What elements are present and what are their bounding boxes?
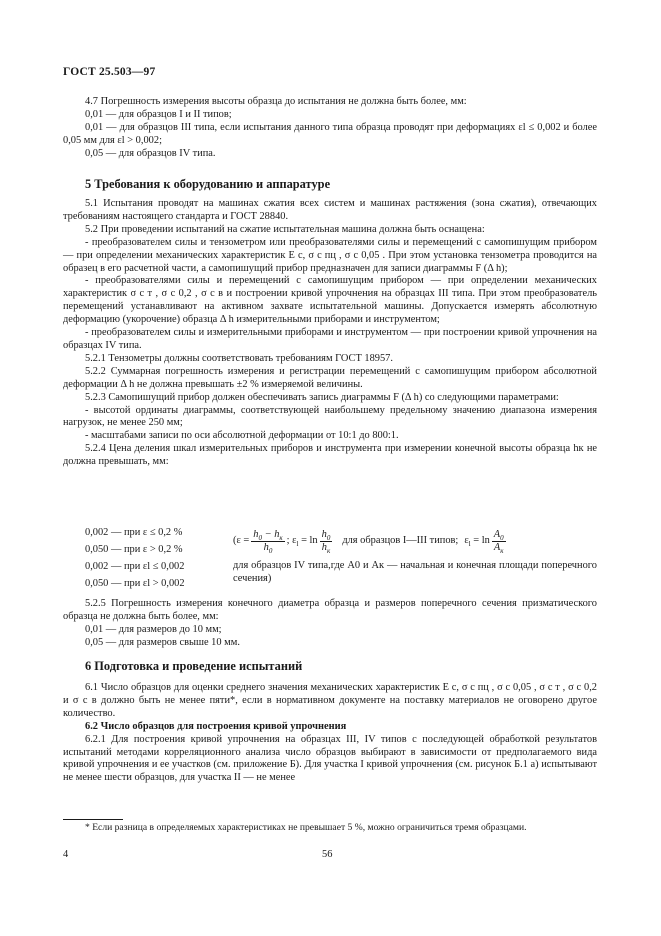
tol-item: 0,050 — при εl > 0,002 (85, 578, 185, 589)
section-6-title: 6 Подготовка и проведение испытаний (85, 659, 303, 673)
para-6-2-1: 6.2.1 Для построения кривой упрочнения на образцах III, IV типов с последующей обработкой результатов испытаний методами корреляционного анализа число образцов выбирают в зависимости от предполагаемого вида кривой упрочнения и ее участков (см. приложение Б). Для участка I кривой упрочнения (см. рисунок Б.1 а) испытывают не менее шести образцов, для участка II — не менее (63, 733, 597, 784)
para-5-2-5: 5.2.5 Погрешность измерения конечного диаметра образца и размеров поперечного сечения призматического образца не должна быть более, мм: (63, 598, 597, 622)
para-4-7: 4.7 Погрешность измерения высоты образца до испытания не должна быть более, мм: (85, 96, 467, 107)
tol-line: 0,05 — для образцов IV типа. (85, 147, 216, 159)
dash-item: - преобразователем силы и измерительными приборами и инструментом — при построении кривой упрочнения на образцах IV типа. (63, 327, 597, 351)
tol-item: 0,002 — при ε ≤ 0,2 % (85, 527, 183, 538)
section-4-7 (63, 96, 597, 161)
tol-line: 0,05 — для размеров свыше 10 мм. (85, 636, 240, 648)
footnote-divider (63, 819, 123, 820)
subsection-6-2-title: 6.2 Число образцов для построения кривой упрочнения (85, 720, 347, 732)
section-5-title: 5 Требования к оборудованию и аппаратуре (85, 177, 331, 191)
dash-item: - преобразователем силы и тензометром или преобразователями силы и перемещений с самопишущим прибором — при определении механических характеристик E с, σ с пц , σ с 0,05 . При этом установка тензометра проводится на образец в его расчетной части, а самопишущий прибор предназначен для записи диаграммы F (Δ h); (63, 236, 597, 274)
tolerance-list (63, 524, 233, 592)
tol-item: 0,002 — при εl ≤ 0,002 (85, 561, 185, 572)
para-5-2-3: 5.2.3 Самопишущий прибор должен обеспечивать запись диаграммы F (Δ h) со следующими параметрами: (85, 391, 559, 403)
section-5 (63, 178, 597, 191)
section-5-2-5 (63, 598, 597, 650)
tol-line: 0,01 — для размеров до 10 мм; (85, 623, 222, 635)
formula-mid-text: для образцов I—III типов; (342, 534, 459, 546)
tol-line: 0,01 — для образцов I и II типов; (85, 108, 232, 120)
para-6-1: 6.1 Число образцов для оценки среднего значения механических характеристик E с, σ с пц , σ с 0,05 , σ с т , σ с 0,2 и σ с в должно быть не менее пяти*, если в нормативном документе на поставку материалов не оговорено другое количество. (63, 682, 597, 719)
formula-note: для образцов IV типа,где A0 и Aк — начальная и конечная площади поперечного сечения) (233, 560, 597, 584)
section-5-body (63, 198, 597, 469)
para-5-2: 5.2 При проведении испытаний на сжатие испытательная машина должна быть оснащена: (85, 223, 485, 235)
strain-formula (233, 524, 597, 592)
section-6-body (63, 682, 597, 785)
page-number-center: 56 (322, 849, 333, 860)
footnote: * Если разница в определяемых характеристиках не превышает 5 %, можно ограничиться тремя образцами. (85, 822, 527, 833)
para-5-2-4: 5.2.4 Цена деления шкал измерительных приборов и инструмента при измерении конечной высоты образца hк не должна превышать, мм: (63, 443, 597, 468)
doc-header: ГОСТ 25.503—97 (63, 66, 156, 78)
para-5-1: 5.1 Испытания проводят на машинах сжатия всех систем и машинах растяжения (зона сжатия), отвечающих требованиям настоящего стандарта и ГОСТ 28840. (63, 198, 597, 222)
tol-line: 0,01 — для образцов III типа, если испытания данного типа образца проводят при деформациях εl ≤ 0,002 и более 0,05 мм для εl > 0,002; (63, 121, 597, 146)
dash-item: - преобразователями силы и перемещений с самопишущим прибором — при определении механических характеристик σ с т , σ с 0,2 , σ с в и построении кривой упрочнения на образцах III типа. При этом преобразователь перемещений устанавливают на активном захвате испытательной машины. Допускается измерять абсолютную деформацию (укорочение) образца Δ h измерительными приборами и инструментом; (63, 275, 597, 326)
formula-line: (ε = $\frac{h_0 - h_к}{h_0}$ ; $\varepsilon_l = \ln$ $\frac{h_0}{h_к}$ для образцов I—III типов; $\varepsilon_l = \ln$ $\frac{A_0}{A_к}$ (233, 528, 504, 555)
tolerance-block (63, 524, 597, 592)
para-5-2-1: 5.2.1 Тензометры должны соответствовать требованиям ГОСТ 18957. (85, 352, 393, 364)
dash-item: - высотой ординаты диаграммы, соответствующей наибольшему предельному значению диапазона измерения нагрузок, не менее 250 мм; (63, 404, 597, 429)
section-6 (63, 660, 597, 673)
para-5-2-2: 5.2.2 Суммарная погрешность измерения и регистрации перемещений с самопишущим прибором абсолютной деформации Δ h не должна превышать ±2 % измеряемой величины. (63, 365, 597, 390)
dash-item: - масштабами записи по оси абсолютной деформации от 10:1 до 800:1. (85, 430, 399, 442)
page-number-left: 4 (63, 849, 69, 860)
tol-item: 0,050 — при ε > 0,2 % (85, 544, 183, 555)
